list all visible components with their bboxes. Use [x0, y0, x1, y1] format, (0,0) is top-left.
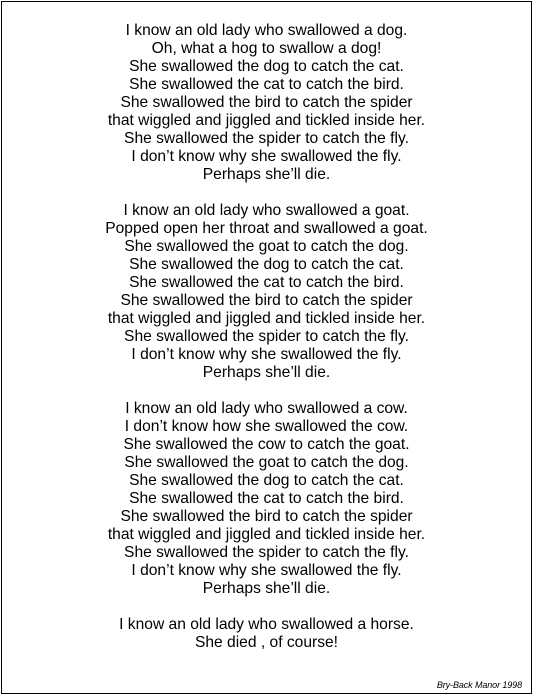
- stanza: [2, 400, 531, 598]
- poem-line: She swallowed the dog to catch the cat.: [129, 58, 404, 75]
- poem-line: She swallowed the dog to catch the cat.: [129, 256, 404, 273]
- poem-line: Perhaps she’ll die.: [202, 166, 331, 183]
- poem-line: She swallowed the cat to catch the bird.: [129, 76, 404, 93]
- poem-line: She swallowed the goat to catch the dog.: [124, 238, 409, 255]
- poem-page: [1, 1, 532, 694]
- stanza: [2, 22, 531, 184]
- poem-line: that wiggled and jiggled and tickled inside her.: [107, 526, 426, 543]
- poem-line: She swallowed the spider to catch the fly.: [124, 544, 409, 561]
- poem-line: She swallowed the spider to catch the fly.: [124, 328, 409, 345]
- poem-line: She swallowed the bird to catch the spider: [120, 508, 413, 525]
- poem-line: I don’t know how she swallowed the cow.: [124, 418, 409, 435]
- poem-line: I don’t know why she swallowed the fly.: [131, 346, 402, 363]
- poem-line: I don’t know why she swallowed the fly.: [131, 148, 402, 165]
- poem-line: She swallowed the bird to catch the spider: [120, 292, 413, 309]
- poem-line: She died , of course!: [194, 634, 339, 651]
- poem-line: She swallowed the dog to catch the cat.: [129, 472, 404, 489]
- poem-line: Oh, what a hog to swallow a dog!: [151, 40, 382, 57]
- stanza: [2, 616, 531, 652]
- stanza: [2, 202, 531, 382]
- poem-line: Popped open her throat and swallowed a goat.: [105, 220, 428, 237]
- poem-line: Perhaps she’ll die.: [202, 364, 331, 381]
- poem-line: I know an old lady who swallowed a dog.: [125, 22, 408, 39]
- poem-line: She swallowed the goat to catch the dog.: [124, 454, 409, 471]
- poem-text: [2, 22, 531, 652]
- poem-line: Perhaps she’ll die.: [202, 580, 331, 597]
- poem-line: She swallowed the cow to catch the goat.: [123, 436, 410, 453]
- poem-line: I know an old lady who swallowed a goat.: [123, 202, 410, 219]
- poem-line: She swallowed the spider to catch the fly.: [124, 130, 409, 147]
- poem-line: that wiggled and jiggled and tickled inside her.: [107, 310, 426, 327]
- poem-line: She swallowed the cat to catch the bird.: [129, 274, 404, 291]
- poem-line: She swallowed the bird to catch the spider: [120, 94, 413, 111]
- poem-line: I don’t know why she swallowed the fly.: [131, 562, 402, 579]
- poem-line: She swallowed the cat to catch the bird.: [129, 490, 404, 507]
- poem-line: I know an old lady who swallowed a horse.: [119, 616, 414, 633]
- poem-line: that wiggled and jiggled and tickled inside her.: [107, 112, 426, 129]
- poem-line: I know an old lady who swallowed a cow.: [125, 400, 408, 417]
- signature: Bry-Back Manor 1998: [436, 680, 522, 690]
